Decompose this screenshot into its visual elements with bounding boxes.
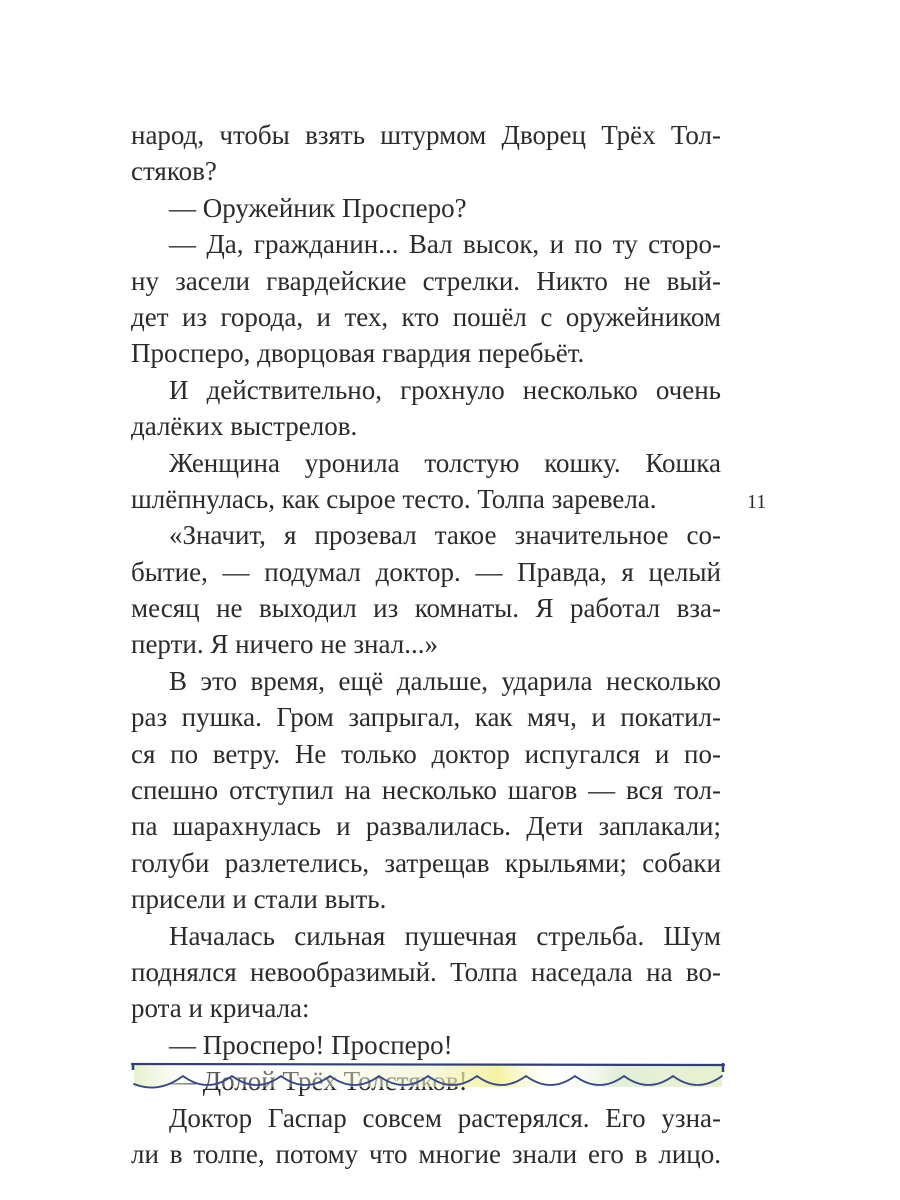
page-number: 11: [747, 491, 767, 513]
text-line: Доктор Гаспар совсем растерялся. Его узна-: [169, 1102, 721, 1133]
text-line: «Значит, я прозевал такое значительное со-: [169, 520, 721, 551]
text-line: па шарахнулась и развалилась. Дети заплакали;: [131, 811, 721, 842]
text-line: ли в толпе, потому что многие знали его в лицо.: [131, 1138, 721, 1169]
text-line: — Да, гражданин... Вал высок, и по ту сторо-: [169, 229, 721, 260]
text-line: В это время, ещё дальше, ударила несколько: [169, 665, 721, 696]
text-line: бытие, — подумал доктор. — Правда, я целый: [131, 556, 721, 587]
text-line: — Просперо! Просперо!: [169, 1029, 453, 1060]
text-line: Началась сильная пушечная стрельба. Шум: [169, 920, 721, 951]
text-line: шлёпнулась, как сырое тесто. Толпа заревела.: [131, 483, 657, 514]
text-line: далёких выстрелов.: [131, 411, 358, 442]
text-line: дет из города, и тех, кто пошёл с оружейником: [131, 301, 721, 332]
text-line: присели и стали выть.: [131, 884, 387, 915]
text-line: голуби разлетелись, затрещав крыльями; собаки: [131, 847, 721, 878]
text-line: И действительно, грохнуло несколько очень: [169, 374, 721, 405]
text-line: стяков?: [131, 156, 217, 187]
text-line: — Оружейник Просперо?: [169, 192, 467, 223]
text-line: народ, чтобы взять штурмом Дворец Трёх Тол-: [131, 120, 721, 150]
text-line: ся по ветру. Не только доктор испугался и по-: [131, 738, 721, 769]
text-line: ну засели гвардейские стрелки. Никто не вый-: [131, 265, 721, 296]
text-line: перти. Я ничего не знал...»: [131, 629, 438, 660]
text-line: спешно отступил на несколько шагов — вся тол-: [131, 775, 721, 806]
text-line: Просперо, дворцовая гвардия перебьёт.: [131, 338, 585, 369]
decorative-border-icon: [128, 1062, 728, 1102]
ornament-top-line: [132, 1064, 724, 1065]
text-line: рота и кричала:: [131, 993, 310, 1024]
text-line: поднялся невообразимый. Толпа наседала на во-: [131, 956, 721, 987]
body-text: [131, 117, 721, 1172]
text-line: Женщина уронила толстую кошку. Кошка: [169, 447, 721, 478]
text-line: раз пушка. Гром запрыгал, как мяч, и покатил-: [131, 702, 721, 733]
text-line: месяц не выходил из комнаты. Я работал вза-: [131, 593, 721, 624]
